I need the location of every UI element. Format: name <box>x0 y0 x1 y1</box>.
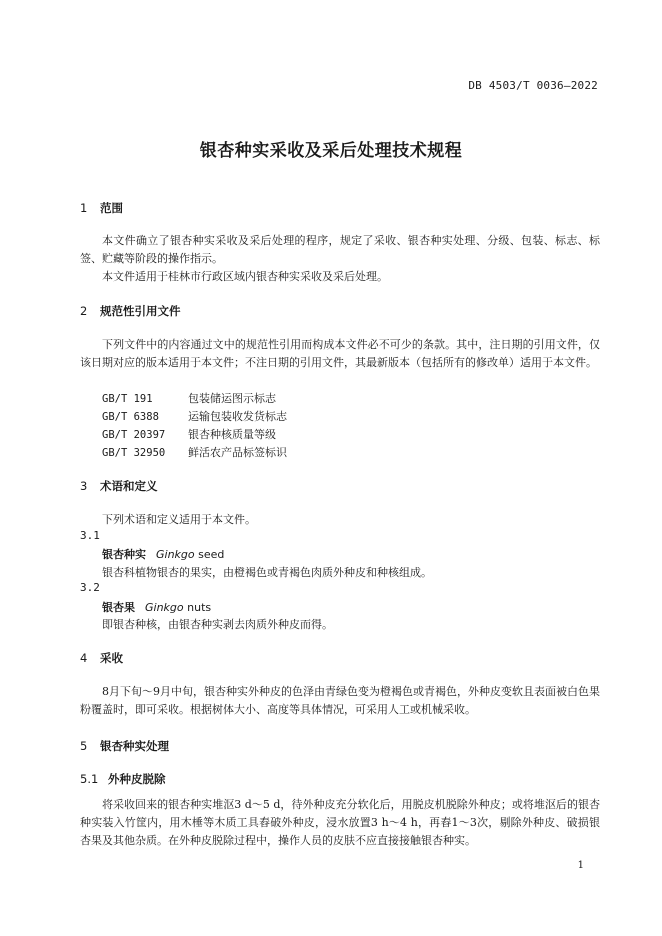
reference-code: GB/T 20397 <box>102 429 166 441</box>
section-title: 采收 <box>100 651 123 665</box>
term-entry <box>102 599 211 615</box>
standard-code: DB 4503/T 0036—2022 <box>468 79 598 92</box>
section-title: 术语和定义 <box>100 479 158 493</box>
term-chinese: 银杏果 <box>102 601 135 614</box>
paragraph: 将采收回来的银杏种实堆沤3 d～5 d，待外种皮充分软化后，用脱皮机脱除外种皮；或将堆沤后的银杏种实装入竹筐内，用木棰等木质工具舂破外种皮，浸水放置3 h～4 h，再舂1～3次，剔除外种皮、破损银杏果及其他杂质。在外种皮脱除过程中，操作人员的皮肤不应直接接触银杏种实。 <box>80 798 600 847</box>
section-number: 2 <box>80 304 88 318</box>
term-definition: 即银杏种核，由银杏种实剥去肉质外种皮而得。 <box>102 618 333 631</box>
section-2-heading <box>80 303 181 319</box>
section-number: 1 <box>80 201 88 215</box>
paragraph: 本文件确立了银杏种实采收及采后处理的程序，规定了采收、银杏种实处理、分级、包装、标志、标签、贮藏等阶段的操作指示。 <box>80 234 600 265</box>
term-latin-rest: seed <box>194 548 225 561</box>
section-number: 4 <box>80 651 88 665</box>
section-number: 5 <box>80 739 88 753</box>
reference-name: 运输包装收发货标志 <box>188 410 287 423</box>
document-title: 银杏种实采收及采后处理技术规程 <box>199 141 463 161</box>
reference-name: 银杏种核质量等级 <box>188 428 276 441</box>
reference-code: GB/T 191 <box>102 393 153 405</box>
reference-name: 包装储运图示标志 <box>188 392 276 405</box>
term-latin <box>156 548 224 561</box>
section-5-heading <box>80 738 169 754</box>
term-number: 3.2 <box>80 581 100 594</box>
term-entry <box>102 546 224 562</box>
term-latin-genus: Ginkgo <box>156 548 195 561</box>
paragraph: 下列文件中的内容通过文中的规范性引用而构成本文件必不可少的条款。其中，注日期的引用文件，仅该日期对应的版本适用于本文件；不注日期的引用文件，其最新版本（包括所有的修改单）适用于本文件。 <box>80 338 600 369</box>
paragraph: 8月下旬～9月中旬，银杏种实外种皮的色泽由青绿色变为橙褐色或青褐色，外种皮变软且表面被白色果粉覆盖时，即可采收。根据树体大小、高度等具体情况，可采用人工或机械采收。 <box>80 685 600 716</box>
reference-code: GB/T 32950 <box>102 447 166 459</box>
section-4-heading <box>80 650 123 666</box>
section-title: 范围 <box>100 201 123 215</box>
subsection-5-1-heading <box>80 771 166 787</box>
term-latin-rest: nuts <box>183 601 212 614</box>
reference-item <box>102 426 276 442</box>
term-definition: 银杏科植物银杏的果实，由橙褐色或青褐色肉质外种皮和种核组成。 <box>102 566 432 579</box>
term-number: 3.1 <box>80 529 100 542</box>
reference-code: GB/T 6388 <box>102 411 159 423</box>
page-number: 1 <box>577 860 584 871</box>
section-title: 银杏种实处理 <box>100 739 169 753</box>
subsection-number: 5.1 <box>80 772 99 786</box>
term-latin-genus: Ginkgo <box>145 601 184 614</box>
reference-item <box>102 444 287 460</box>
term-chinese: 银杏种实 <box>102 548 146 561</box>
section-1-heading <box>80 200 123 216</box>
section-number: 3 <box>80 479 88 493</box>
section-3-heading <box>80 478 158 494</box>
term-latin <box>145 601 211 614</box>
reference-name: 鲜活农产品标签标识 <box>188 446 287 459</box>
section-title: 规范性引用文件 <box>100 304 181 318</box>
paragraph: 本文件适用于桂林市行政区域内银杏种实采收及采后处理。 <box>102 270 388 283</box>
reference-item <box>102 390 276 406</box>
paragraph: 下列术语和定义适用于本文件。 <box>102 513 256 526</box>
reference-item <box>102 408 287 424</box>
subsection-title: 外种皮脱除 <box>108 772 166 786</box>
